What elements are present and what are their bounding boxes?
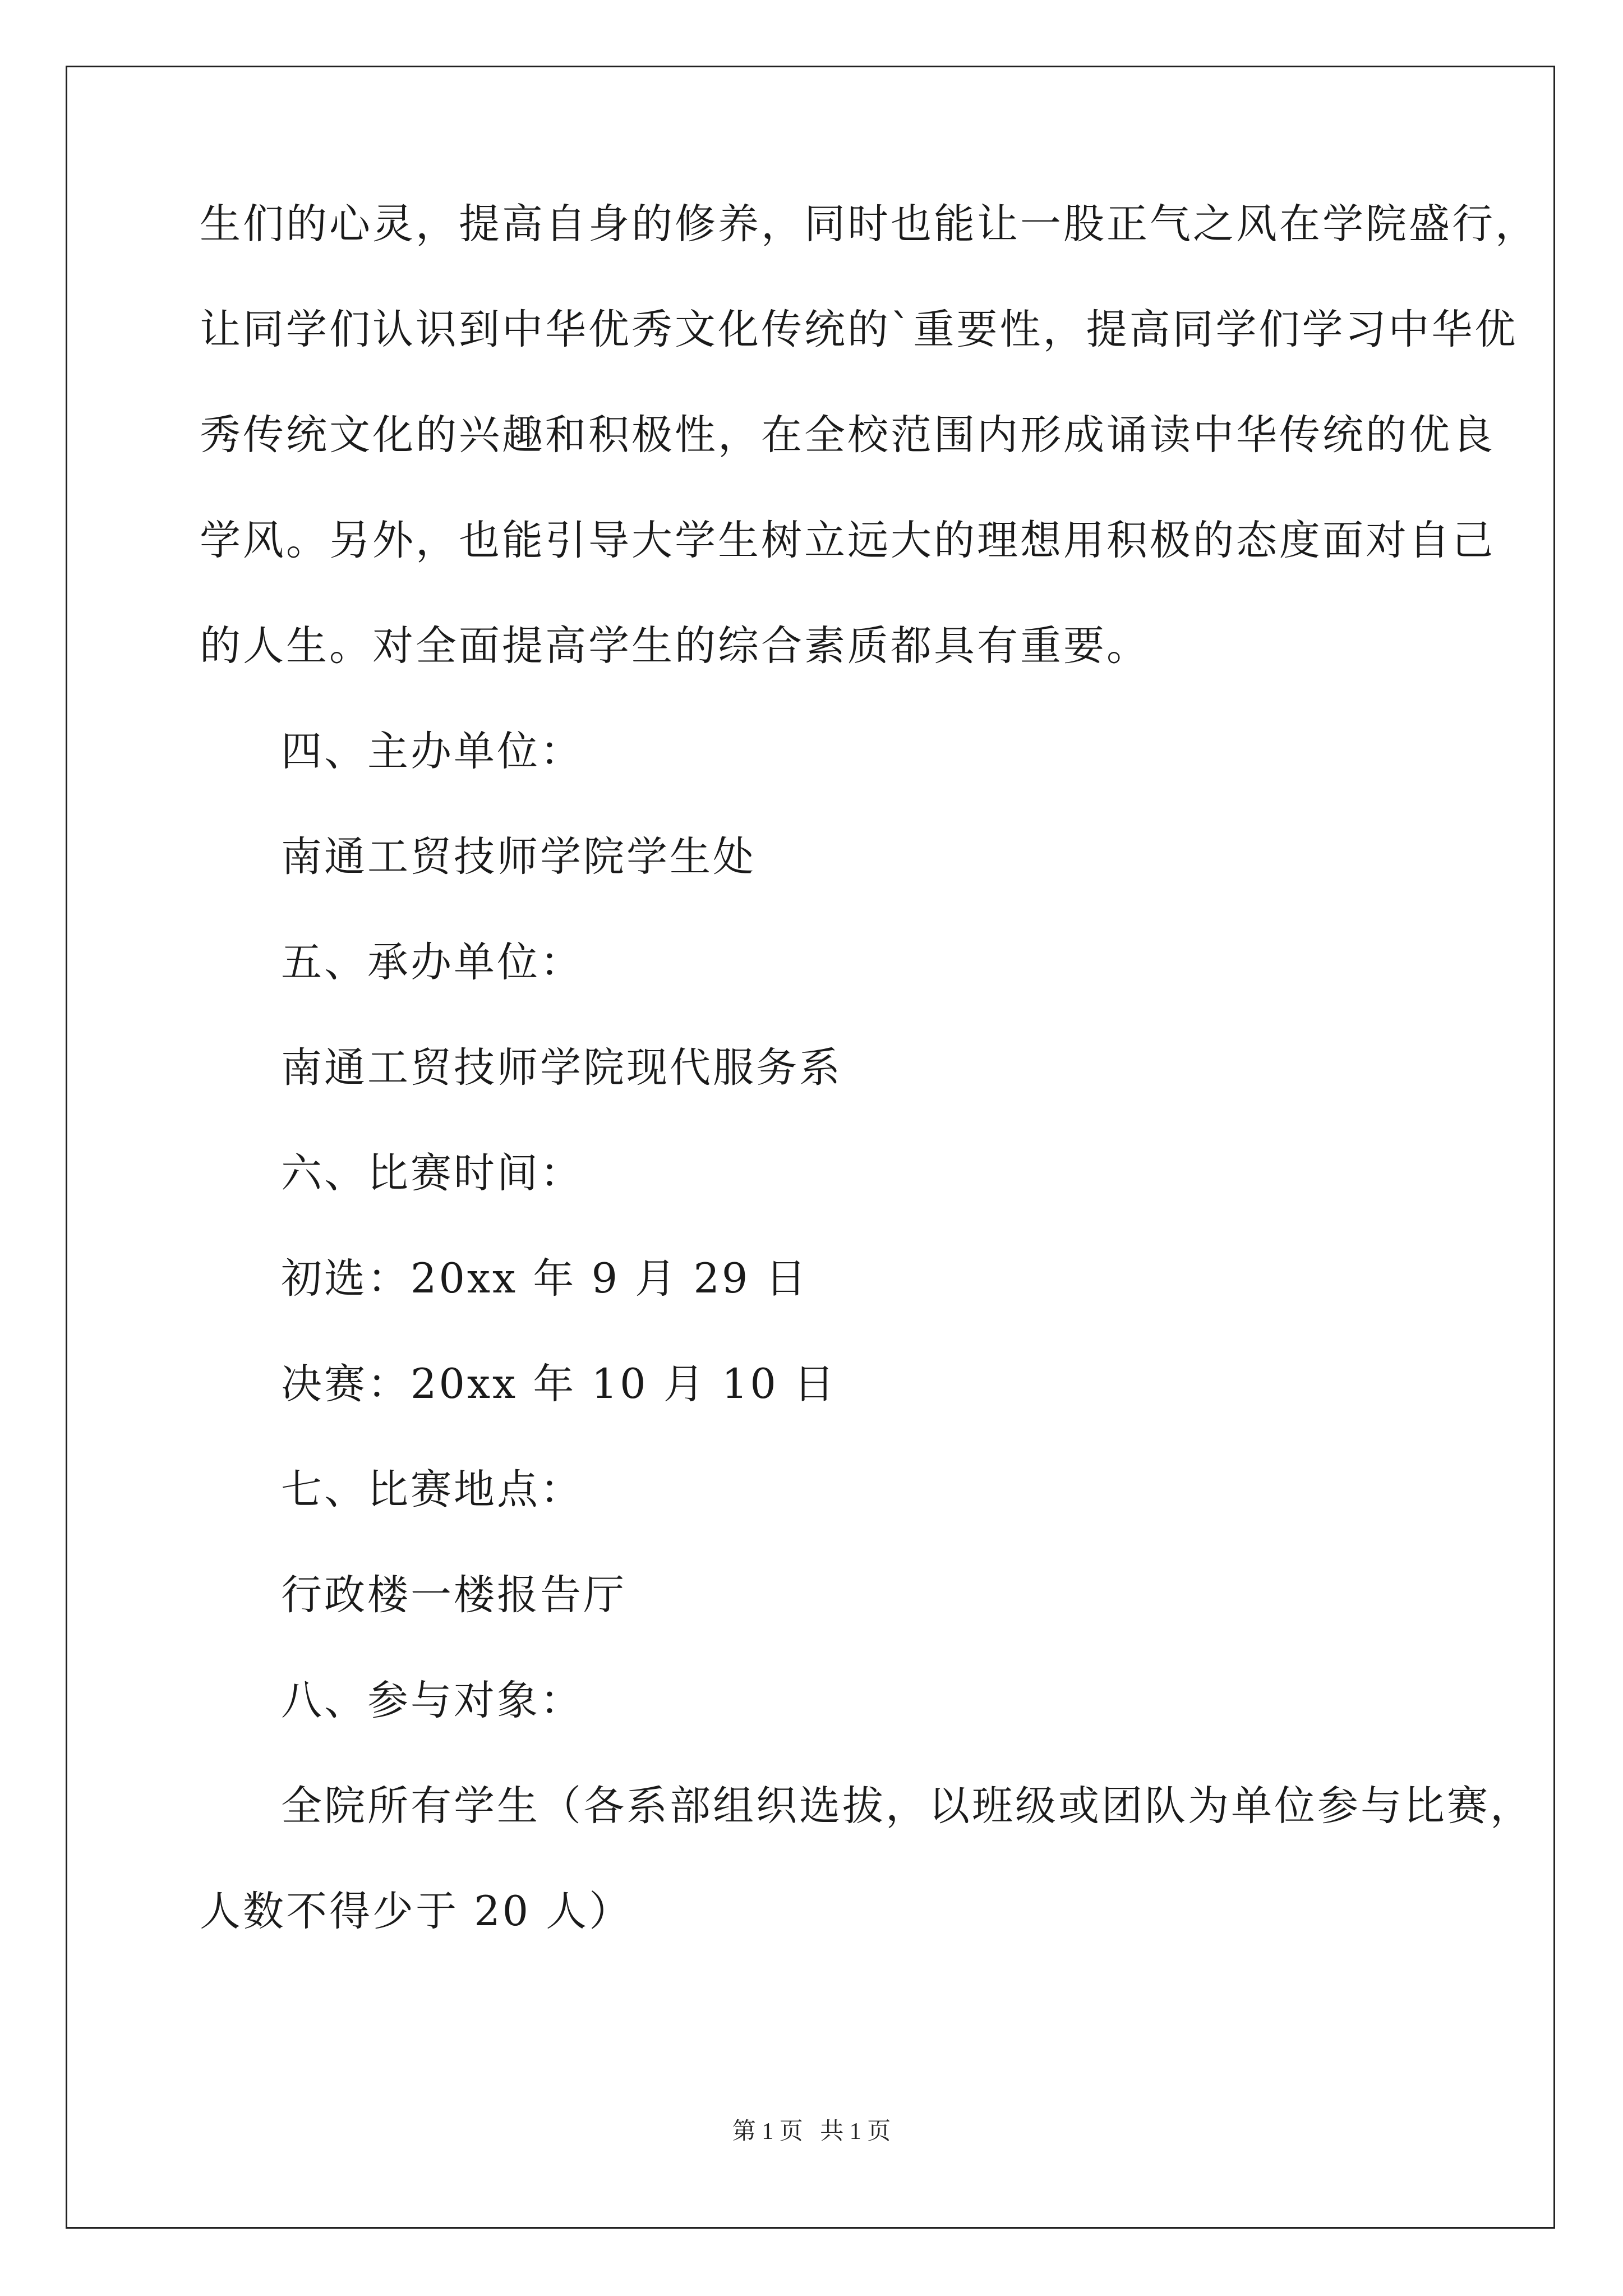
preliminary-date: 初选：20xx 年 9 月 29 日 bbox=[281, 1255, 809, 1303]
section-heading-organizer: 四、主办单位： bbox=[281, 728, 583, 775]
location-value: 行政楼一楼报告厅 bbox=[281, 1571, 626, 1619]
paragraph-line: 学风。另外，也能引导大学生树立远大的理想用积极的态度面对自己 bbox=[200, 517, 1495, 564]
section-heading-co-organizer: 五、承办单位： bbox=[281, 938, 583, 986]
section-heading-location: 七、比赛地点： bbox=[281, 1466, 583, 1513]
paragraph-line: 生们的心灵，提高自身的修养，同时也能让一股正气之风在学院盛行， bbox=[200, 200, 1538, 248]
final-date: 决赛：20xx 年 10 月 10 日 bbox=[281, 1360, 837, 1408]
paragraph-line: 让同学们认识到中华优秀文化传统的`重要性，提高同学们学习中华优 bbox=[200, 306, 1518, 353]
organizer-value: 南通工贸技师学院学生处 bbox=[281, 833, 756, 881]
co-organizer-value: 南通工贸技师学院现代服务系 bbox=[281, 1044, 842, 1092]
section-heading-time: 六、比赛时间： bbox=[281, 1149, 583, 1197]
participants-value-continued: 人数不得少于 20 人） bbox=[200, 1888, 633, 1935]
page-number-current: 第 1 页 bbox=[732, 2119, 803, 2145]
paragraph-line: 秀传统文化的兴趣和积极性，在全校范围内形成诵读中华传统的优良 bbox=[200, 411, 1495, 459]
page-number-total: 共 1 页 bbox=[820, 2119, 891, 2145]
section-heading-participants: 八、参与对象： bbox=[281, 1677, 583, 1724]
paragraph-line: 的人生。对全面提高学生的综合素质都具有重要。 bbox=[200, 622, 1150, 670]
page-footer bbox=[0, 2115, 1623, 2148]
participants-value: 全院所有学生（各系部组织选拔，以班级或团队为单位参与比赛， bbox=[281, 1782, 1533, 1830]
